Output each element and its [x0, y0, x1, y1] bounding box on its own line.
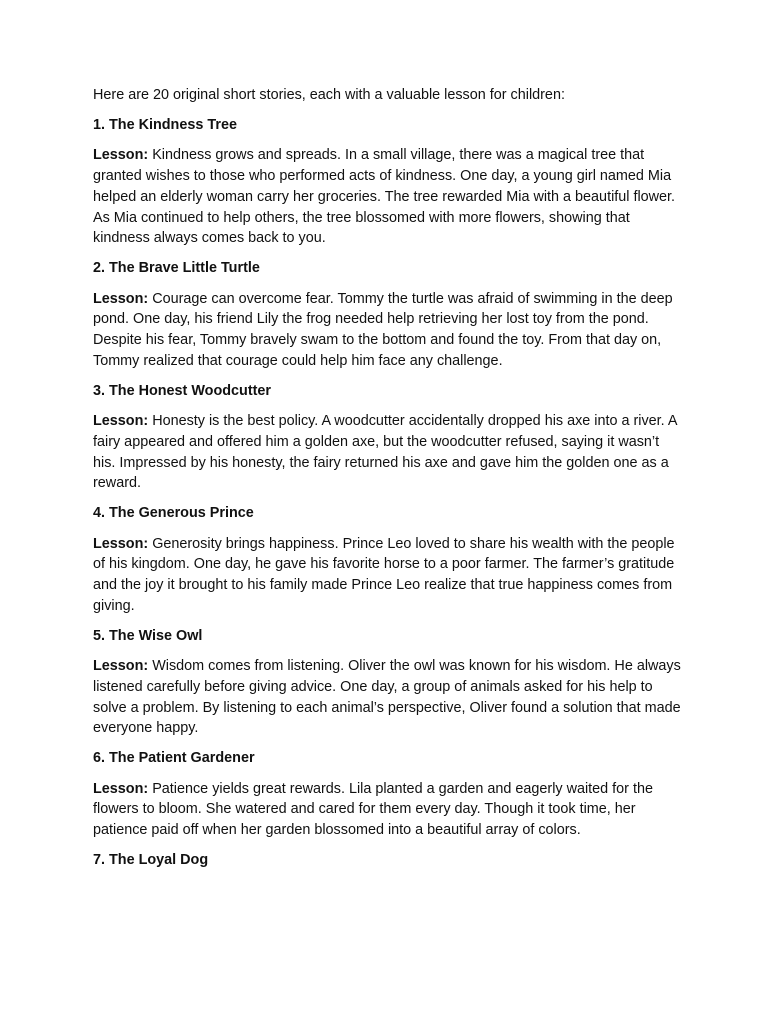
document-page	[93, 85, 683, 881]
intro-paragraph: Here are 20 original short stories, each with a valuable lesson for children:	[93, 87, 565, 103]
lesson-text: Patience yields great rewards. Lila planted a garden and eagerly waited for the flowers to bloom. She watered and cared for them every day. Though it took time, her patience paid off when her garden blossomed into a beautiful array of colors.	[93, 780, 653, 839]
lesson-text: Courage can overcome fear. Tommy the turtle was afraid of swimming in the deep pond. One day, his friend Lily the frog needed help retrieving her lost toy from the pond. Despite his fear, Tommy bravely swam to the bottom and found the toy. From that day on, Tommy realized that courage could help him face any challenge.	[93, 290, 673, 369]
story-lesson-6	[93, 779, 683, 841]
story-lesson-1	[93, 145, 683, 249]
lesson-text: Wisdom comes from listening. Oliver the owl was known for his wisdom. He always listened carefully before giving advice. One day, a group of animals asked for his help to solve a problem. By listening to each animal’s perspective, Oliver found a solution that made everyone happy.	[93, 658, 681, 737]
story-title-7: 7. The Loyal Dog	[93, 852, 209, 869]
story-title-3: 3. The Honest Woodcutter	[93, 382, 272, 399]
lesson-text: Honesty is the best policy. A woodcutter accidentally dropped his axe into a river. A fairy appeared and offered him a golden axe, but the woodcutter refused, saying it wasn’t his. Impressed by his honesty, the fairy returned his axe and gave him the golden one as a reward.	[93, 413, 677, 492]
story-lesson-4	[93, 534, 683, 617]
story-title-5: 5. The Wise Owl	[93, 627, 203, 644]
story-lesson-3	[93, 411, 683, 494]
lesson-label: Lesson:	[93, 290, 149, 307]
lesson-label: Lesson:	[93, 780, 149, 797]
lesson-text: Kindness grows and spreads. In a small village, there was a magical tree that granted wishes to those who performed acts of kindness. One day, a young girl named Mia helped an elderly woman carry her groceries. The tree rewarded Mia with a beautiful flower. As Mia continued to help others, the tree blossomed with more flowers, showing that kindness always comes back to you.	[93, 147, 676, 247]
story-title-1: 1. The Kindness Tree	[93, 117, 237, 134]
lesson-label: Lesson:	[93, 147, 149, 164]
story-title-2: 2. The Brave Little Turtle	[93, 260, 260, 277]
lesson-text: Generosity brings happiness. Prince Leo loved to share his wealth with the people of his kingdom. One day, he gave his favorite horse to a poor farmer. The farmer’s gratitude and the joy it brought to his family made Prince Leo realize that true happiness comes from giving.	[93, 535, 675, 614]
story-lesson-5	[93, 656, 683, 739]
lesson-label: Lesson:	[93, 535, 149, 552]
story-title-6: 6. The Patient Gardener	[93, 750, 255, 767]
lesson-label: Lesson:	[93, 658, 149, 675]
lesson-label: Lesson:	[93, 413, 149, 430]
story-lesson-2	[93, 289, 683, 372]
story-title-4: 4. The Generous Prince	[93, 505, 254, 522]
